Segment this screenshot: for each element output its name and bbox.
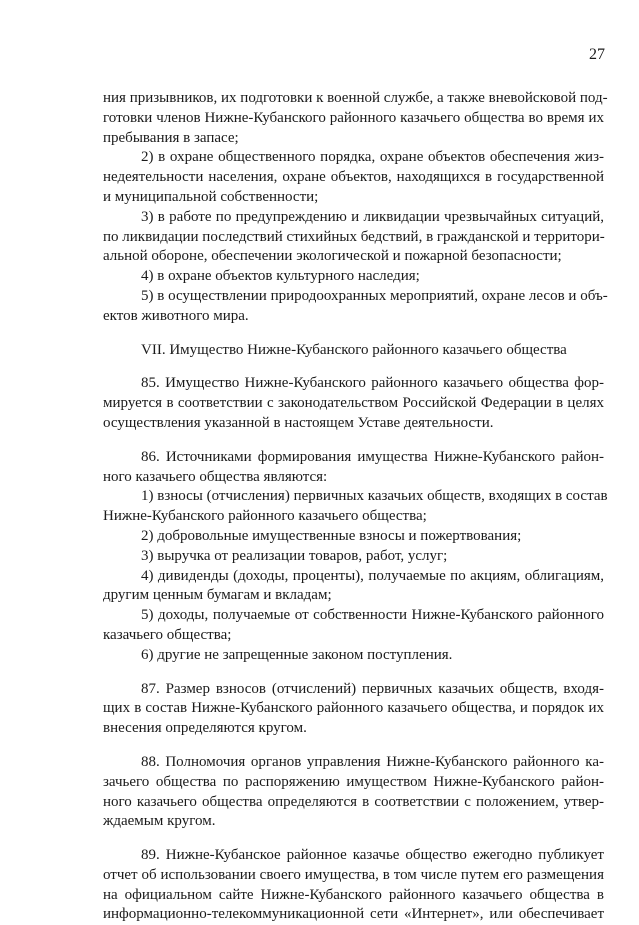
- spacer: [103, 327, 604, 341]
- text-line: ждаемым кругом.: [103, 813, 216, 830]
- paragraph-item-2-public-order: [103, 148, 604, 207]
- paragraph-86-item-4: [103, 567, 604, 607]
- paragraph-87: [103, 680, 604, 739]
- paragraph-conscripts: [103, 89, 608, 148]
- text-line: 87. Размер взносов (отчислений) первичных казачьих обществ, входя-: [141, 680, 604, 697]
- text-line: 88. Полномочия органов управления Нижне-Кубанского районного ка-: [141, 753, 604, 770]
- text-line: готовки членов Нижне-Кубанского районного казачьего общества во время их: [103, 109, 604, 126]
- text-line: щих в состав Нижне-Кубанского районного казачьего общества, и порядок их: [103, 700, 604, 717]
- text-line: и муниципальной собственности;: [103, 188, 319, 205]
- paragraph-86-item-1: [103, 487, 608, 527]
- text-line: 5) в осуществлении природоохранных мероприятий, охране лесов и объ-: [141, 287, 608, 304]
- text-line: осуществления указанной в настоящем Уставе деятельности.: [103, 414, 494, 431]
- spacer: [103, 434, 604, 448]
- paragraph-86-item-5: [103, 606, 604, 646]
- text-line: мируется в соответствии с законодательством Российской Федерации в целях: [103, 395, 604, 412]
- text-line: 4) в охране объектов культурного наследия;: [141, 268, 420, 285]
- paragraph-item-5-nature: [103, 287, 608, 327]
- text-line: 4) дивиденды (доходы, проценты), получаемые по акциям, облигациям,: [141, 567, 604, 584]
- spacer: [103, 666, 604, 680]
- text-line: на официальном сайте Нижне-Кубанского районного казачьего общества в: [103, 886, 604, 903]
- text-line: 6) другие не запрещенные законом поступления.: [141, 646, 453, 663]
- paragraph-item-3-emergencies: [103, 208, 604, 267]
- text-line: 85. Имущество Нижне-Кубанского районного казачьего общества фор-: [141, 375, 604, 392]
- text-line: зачьего общества по распоряжению имуществом Нижне-Кубанского район-: [103, 773, 604, 790]
- text-line: ния призывников, их подготовки к военной службе, а также вневойсковой под-: [103, 90, 608, 106]
- spacer: [103, 739, 604, 753]
- paragraph-86-item-6: [103, 646, 604, 666]
- text-line: 5) доходы, получаемые от собственности Нижне-Кубанского районного: [141, 607, 604, 624]
- paragraph-86-item-3: [103, 547, 604, 567]
- text-line: недеятельности населения, охране объектов, находящихся в государственной: [103, 169, 604, 186]
- text-line: казачьего общества;: [103, 626, 232, 643]
- spacer: [103, 360, 604, 374]
- paragraph-86: [103, 448, 604, 488]
- page-number: 27: [589, 46, 605, 63]
- text-line: ного казачьего общества являются:: [103, 468, 328, 485]
- text-line: 89. Нижне-Кубанское районное казачье общество ежегодно публикует: [141, 847, 604, 864]
- text-line: 1) взносы (отчисления) первичных казачьих обществ, входящих в состав: [141, 488, 608, 505]
- text-line: внесения определяются кругом.: [103, 720, 307, 737]
- paragraph-85: [103, 374, 604, 433]
- text-line: другим ценным бумагам и вкладам;: [103, 587, 332, 604]
- paragraph-item-4-cultural-heritage: [103, 267, 604, 287]
- text-line: ектов животного мира.: [103, 307, 249, 324]
- text-line: по ликвидации последствий стихийных бедствий, в гражданской и территори-: [103, 228, 605, 245]
- document-body: [103, 89, 608, 925]
- text-line: 2) добровольные имущественные взносы и пожертвования;: [141, 527, 522, 544]
- paragraph-88: [103, 753, 604, 832]
- paragraph-86-item-2: [103, 527, 604, 547]
- text-line: ного казачьего общества определяются в соответствии с положением, утвер-: [103, 793, 604, 810]
- text-line: пребывания в запасе;: [103, 129, 239, 146]
- text-line: Нижне-Кубанского районного казачьего общества;: [103, 508, 427, 525]
- text-line: информационно-телекоммуникационной сети «Интернет», или обеспечивает: [103, 906, 604, 923]
- text-line: 3) в работе по предупреждению и ликвидации чрезвычайных ситуаций,: [141, 208, 604, 225]
- text-line: отчет об использовании своего имущества, в том числе путем его размещения: [103, 866, 604, 883]
- text-line: 86. Источниками формирования имущества Нижне-Кубанского район-: [141, 448, 604, 465]
- text-line: альной обороне, обеспечении экологической и пожарной безопасности;: [103, 248, 562, 265]
- section-heading: VII. Имущество Нижне-Кубанского районного казачьего общества: [141, 341, 567, 358]
- spacer: [103, 832, 604, 846]
- text-line: 2) в охране общественного порядка, охране объектов обеспечения жиз-: [141, 149, 604, 166]
- paragraph-89: [103, 846, 604, 925]
- text-line: 3) выручка от реализации товаров, работ, услуг;: [141, 547, 448, 564]
